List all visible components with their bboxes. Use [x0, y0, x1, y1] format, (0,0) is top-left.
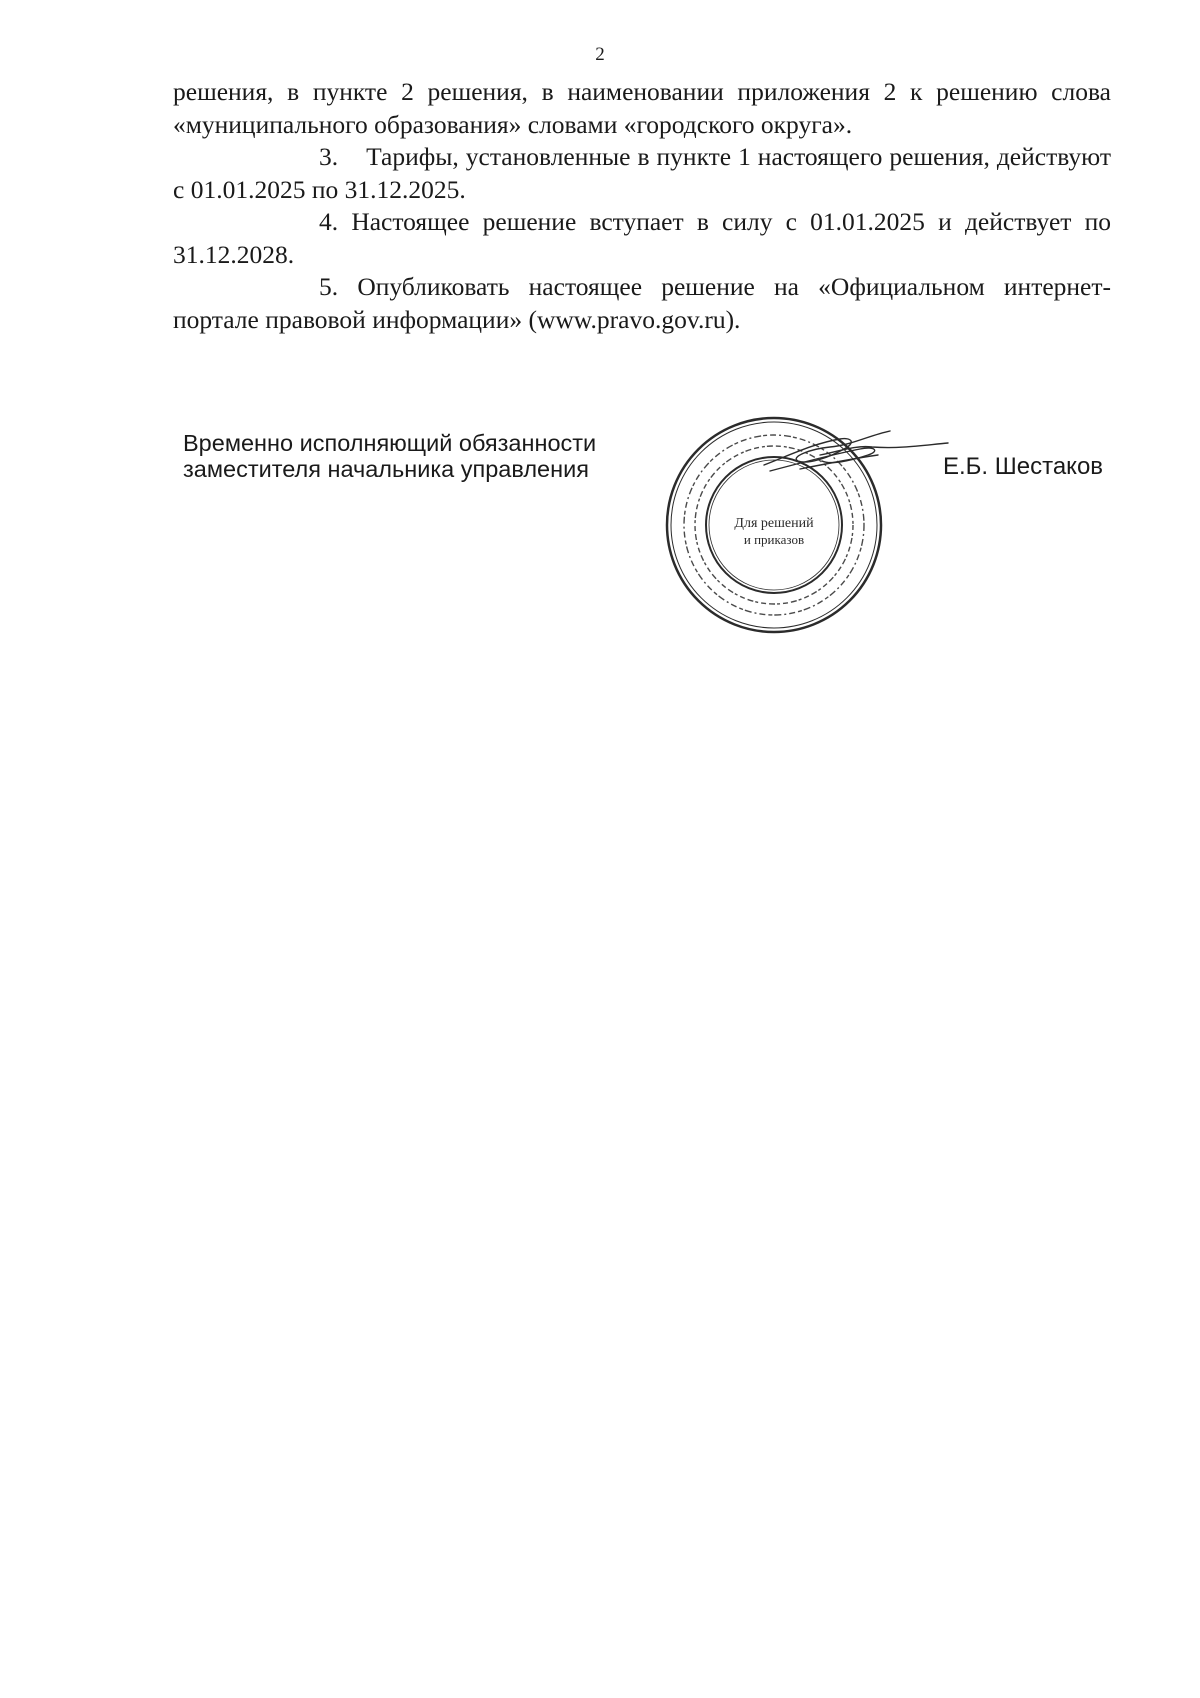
signer-title-line-2: заместителя начальника управления	[183, 456, 589, 482]
seal-center-line-1: Для решений	[734, 516, 814, 531]
signer-title-line-1: Временно исполняющий обязанности	[183, 430, 597, 456]
item-5-number: 5.	[319, 272, 339, 301]
document-body	[173, 76, 1111, 336]
item-4-text: Настоящее решение вступает в силу с 01.01.2025 и действует по 31.12.2028.	[173, 207, 1111, 269]
item-3-number: 3.	[319, 142, 339, 171]
handwritten-signature	[760, 425, 950, 485]
signer-name: Е.Б. Шестаков	[943, 453, 1104, 480]
signer-title	[183, 430, 596, 482]
paragraph-continuation: решения, в пункте 2 решения, в наименовании приложения 2 к решению слова «муниципального образования» словами «городского округа».	[173, 77, 1111, 139]
item-3-text: Тарифы, установленные в пункте 1 настоящего решения, действуют с 01.01.2025 по 31.12.2025.	[173, 142, 1111, 204]
paragraph-item-3	[173, 141, 1111, 206]
paragraph-item-4	[173, 206, 1111, 271]
item-5-text: Опубликовать настоящее решение на «Официальном интернет-портале правовой информации» (www.pravo.gov.ru).	[173, 272, 1112, 334]
page-number: 2	[595, 44, 605, 65]
seal-center-line-2: и приказов	[743, 532, 805, 547]
paragraph-item-5	[173, 271, 1111, 336]
item-4-number: 4.	[319, 207, 339, 236]
